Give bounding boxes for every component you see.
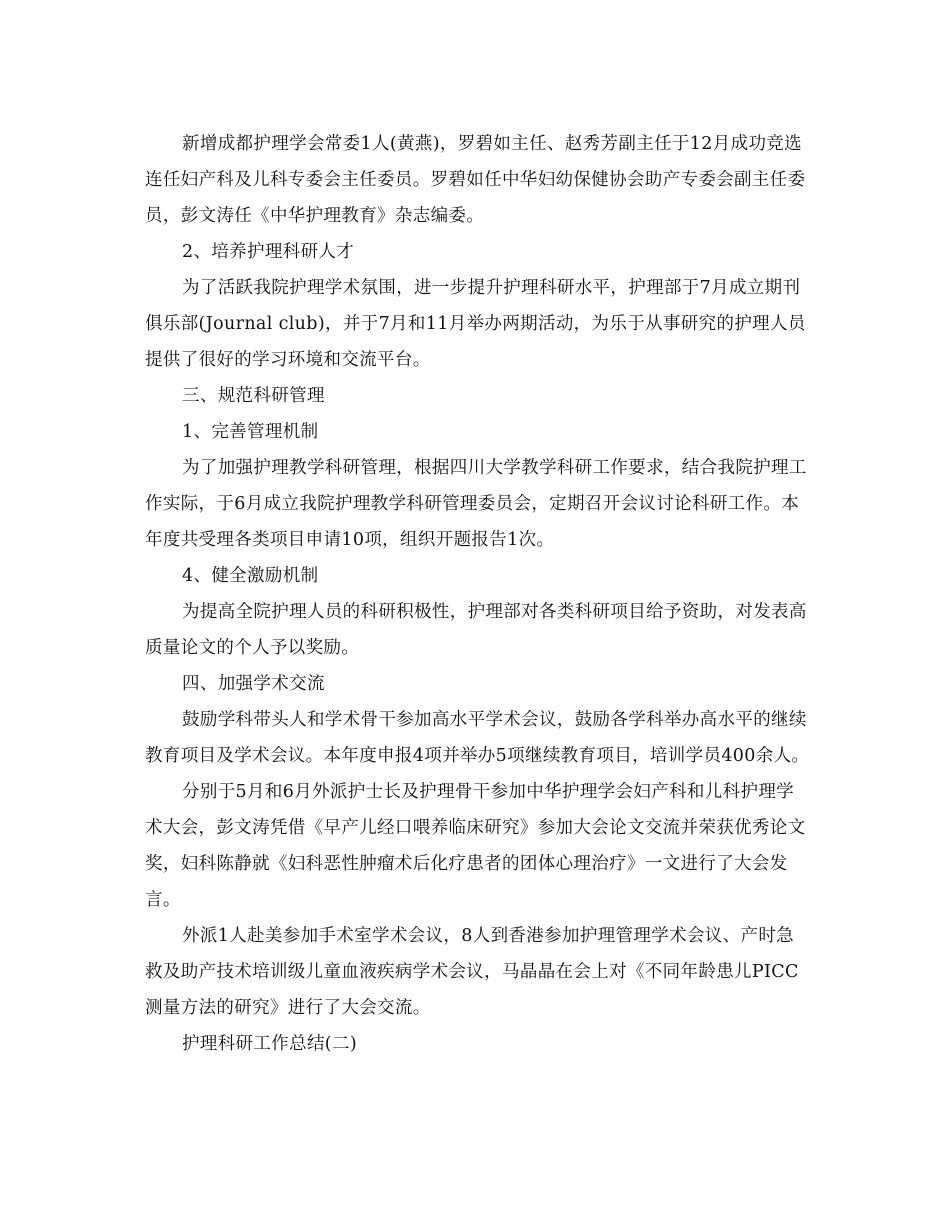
section-heading-incentive: 4、健全激励机制 bbox=[182, 566, 319, 586]
section-heading-management: 三、规范科研管理 bbox=[182, 386, 325, 406]
document-body bbox=[145, 126, 810, 1062]
document-next-title: 护理科研工作总结(二) bbox=[182, 1034, 358, 1054]
paragraph-overseas-conference: 外派1人赴美参加手术室学术会议，8人到香港参加护理管理学术会议、产时急救及助产技术培训级儿童血液疾病学术会议，马晶晶在会上对《不同年龄患儿PICC测量方法的研究》进行了大会交流。 bbox=[145, 926, 799, 1018]
paragraph-committee-members: 新增成都护理学会常委1人(黄燕)，罗碧如主任、赵秀芳副主任于12月成功竞选连任妇产科及儿科专委会主任委员。罗碧如任中华妇幼保健协会助产专委会副主任委员，彭文涛任《中华护理教育》杂志编委。 bbox=[145, 134, 806, 226]
paragraph-management-committee: 为了加强护理教学科研管理，根据四川大学教学科研工作要求，结合我院护理工作实际，于6月成立我院护理教学科研管理委员会，定期召开会议讨论科研工作。本年度共受理各类项目申请10项，组织开题报告1次。 bbox=[145, 458, 807, 550]
section-heading-training: 2、培养护理科研人才 bbox=[182, 242, 355, 262]
paragraph-incentive: 为提高全院护理人员的科研积极性，护理部对各类科研项目给予资助，对发表高质量论文的个人予以奖励。 bbox=[145, 602, 807, 658]
paragraph-continuing-education: 鼓励学科带头人和学术骨干参加高水平学术会议，鼓励各学科举办高水平的继续教育项目及学术会议。本年度申报4项并举办5项继续教育项目，培训学员400余人。 bbox=[145, 710, 810, 766]
paragraph-national-conference: 分别于5月和6月外派护士长及护理骨干参加中华护理学会妇产科和儿科护理学术大会，彭文涛凭借《早产儿经口喂养临床研究》参加大会论文交流并荣获优秀论文奖，妇科陈静就《妇科恶性肿瘤术后化疗患者的团体心理治疗》一文进行了大会发言。 bbox=[145, 782, 806, 910]
section-heading-mechanism: 1、完善管理机制 bbox=[182, 422, 319, 442]
paragraph-journal-club: 为了活跃我院护理学术氛围，进一步提升护理科研水平，护理部于7月成立期刊俱乐部(Journal club)，并于7月和11月举办两期活动，为乐于从事研究的护理人员提供了很好的学习环境和交流平台。 bbox=[145, 278, 806, 370]
section-heading-academic-exchange: 四、加强学术交流 bbox=[182, 674, 325, 694]
